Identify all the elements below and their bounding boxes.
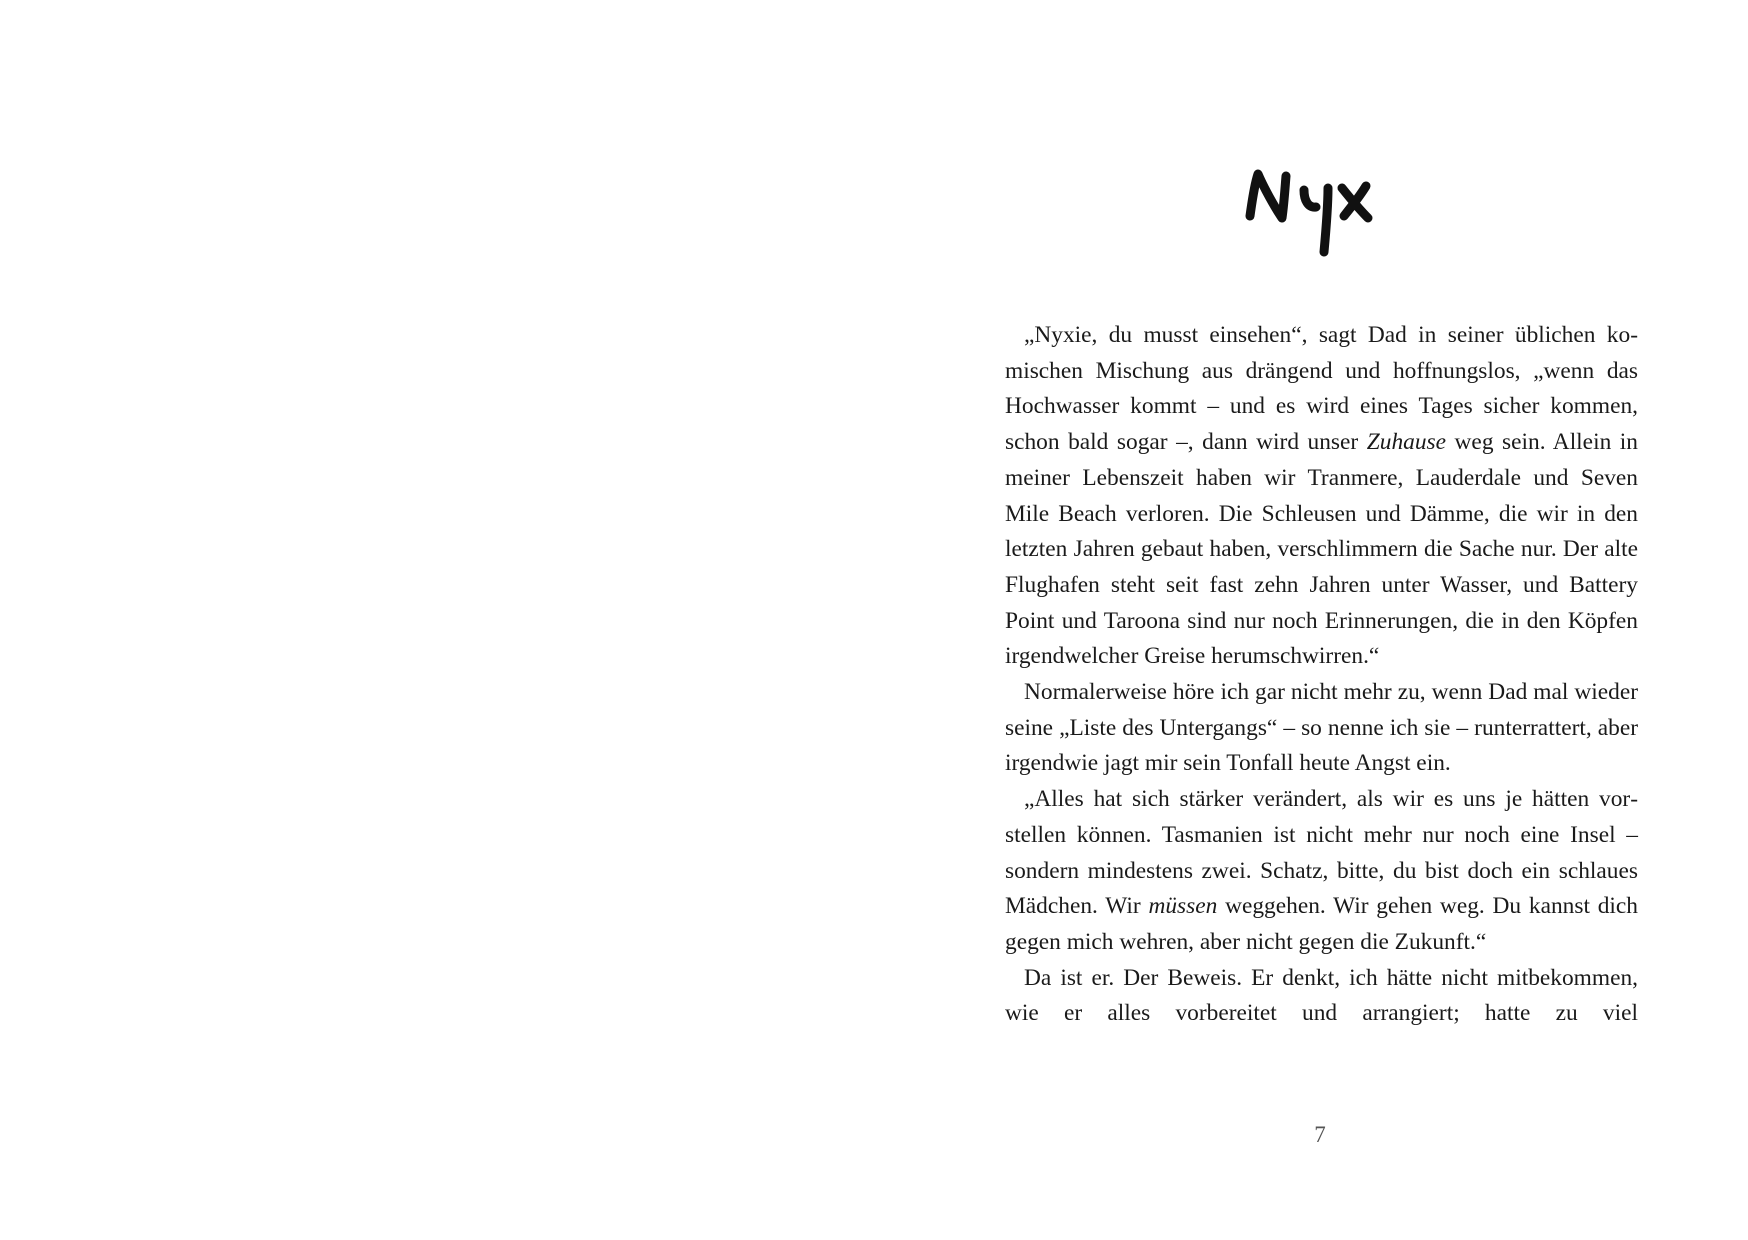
chapter-title: [1240, 150, 1400, 270]
paragraph-3: [1005, 782, 1638, 961]
chapter-title-handwritten: [1240, 150, 1400, 270]
paragraph-3-italic-muessen: müssen: [1148, 893, 1218, 920]
paragraph-3-part-3: weggehen. Wir gehen weg. Du kannst dich gegen mich wehren, aber nicht gegen die Zukunft.“: [1005, 893, 1639, 955]
paragraph-1-part-3: weg sein. Allein in meiner Lebenszeit haben wir Tranmere, Lauderdale und Seven Mile Beach verloren. Die Schleusen und Dämme, die wir in den letzten Jahren gebaut haben, verschlimmern die Sache nur. Der alte Flughafen steht seit fast zehn Jahren unter Wasser, und Battery Point und Taroona sind nur noch Erinnerungen, die in den Köpfen irgendwelcher Greise herumschwirren.“: [1005, 429, 1638, 670]
body-text: [1005, 318, 1638, 1032]
paragraph-1-part-1: „Nyxie, du musst einsehen“, sagt Dad in seiner üblichen komischen Mischung aus drängend und hoffnungslos, „wenn das Hochwasser kommt – und es wird eines Tages sicher kommen, schon bald sogar –, dann wird unser: [1005, 322, 1638, 456]
paragraph-3-part-1: „Alles hat sich stärker verändert, als wir es uns je hätten vorstellen können. Tasmanien ist nicht mehr nur noch eine Insel – sondern mindestens zwei. Schatz, bitte, du bist doch ein schlaues Mädchen. Wir: [1005, 786, 1638, 920]
page-number: 7: [1314, 1122, 1326, 1147]
paragraph-4: [1005, 961, 1638, 1032]
paragraph-1-italic-zuhause: Zuhause: [1366, 429, 1447, 456]
paragraph-1: [1005, 318, 1638, 675]
paragraph-2: [1005, 675, 1638, 782]
paragraph-2-part-1: Normalerweise höre ich gar nicht mehr zu, wenn Dad mal wieder seine „Liste des Untergangs“ – so nenne ich sie – runterrattert, aber irgendwie jagt mir sein Tonfall heute Angst ein.: [1005, 679, 1638, 777]
paragraph-4-part-1: Da ist er. Der Beweis. Er denkt, ich hätte nicht mitbekommen, wie er alles vorbereitet und arrangiert; hatte zu viel: [1005, 964, 1638, 1027]
